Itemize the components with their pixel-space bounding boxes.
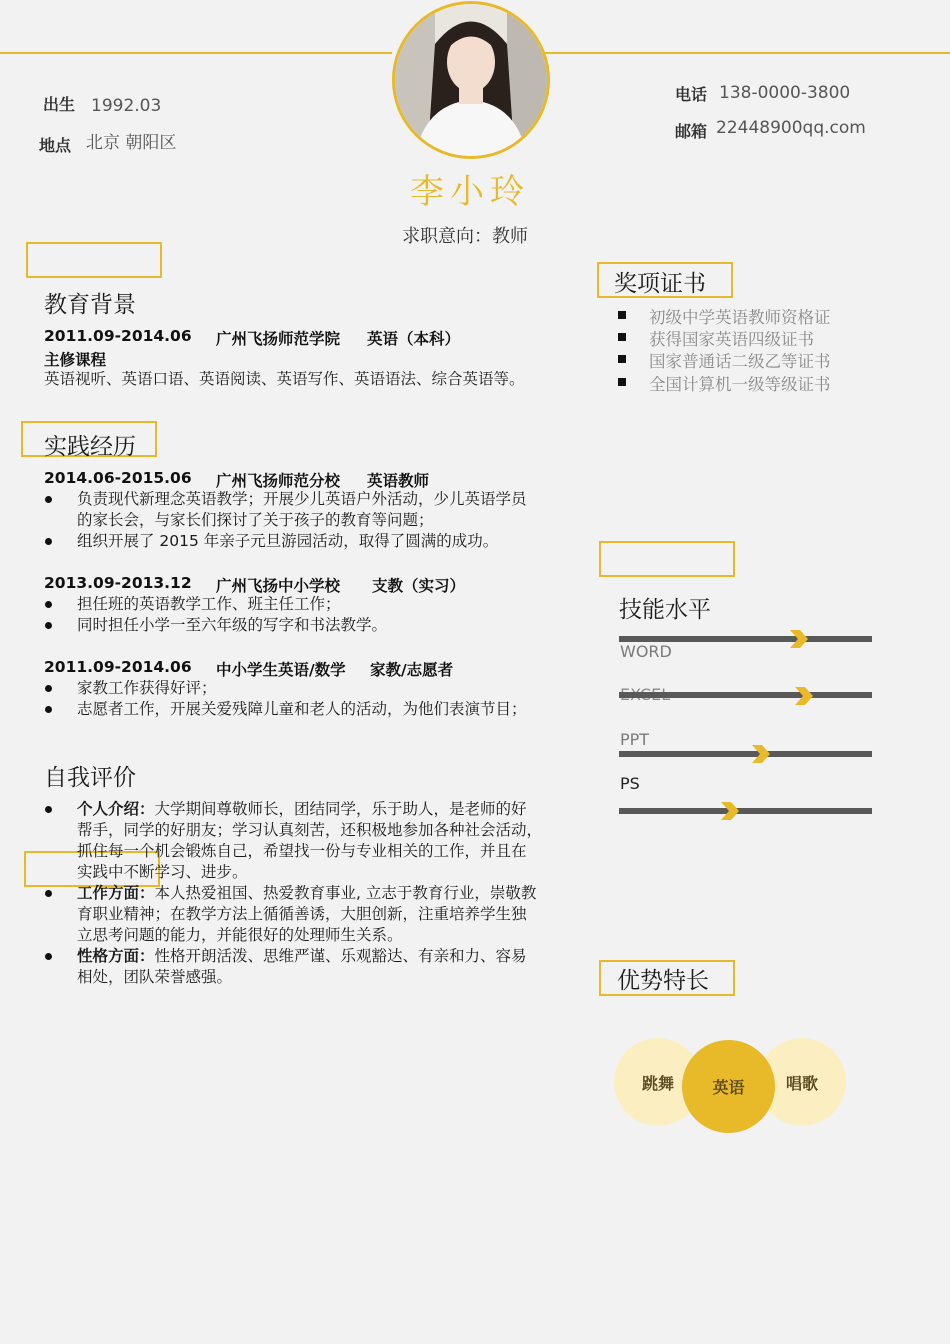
candidate-name: 李小玲 bbox=[410, 172, 530, 212]
self-eval-text: 本人热爱祖国、热爱教育事业, 立志于教育行业，崇敬教 bbox=[154, 884, 537, 902]
skill-bar-ppt bbox=[619, 751, 872, 757]
practice-role: 英语教师 bbox=[367, 472, 430, 490]
self-eval-line: 育职业精神；在教学方法上循循善诱，大胆创新，注重培养学生独 bbox=[77, 905, 527, 923]
place-label: 地点 bbox=[39, 136, 72, 155]
strength-label: 唱歌 bbox=[785, 1073, 818, 1093]
skill-marker-excel bbox=[793, 685, 815, 707]
practice-title: 实践经历 bbox=[44, 434, 136, 460]
bullet bbox=[45, 685, 52, 692]
bullet bbox=[45, 601, 52, 608]
edu-school: 广州飞扬师范学院 bbox=[216, 330, 341, 348]
self-eval-line bbox=[77, 946, 527, 967]
practice-org: 中小学生英语/数学 bbox=[216, 661, 346, 679]
strength-label: 跳舞 bbox=[641, 1073, 674, 1093]
header-line-left bbox=[0, 52, 392, 54]
bullet bbox=[45, 953, 52, 960]
skill-label-ps: PS bbox=[620, 774, 640, 793]
header-line-right bbox=[544, 52, 950, 54]
edu-period: 2011.09-2014.06 bbox=[44, 327, 192, 345]
practice-role: 支教（实习） bbox=[372, 577, 466, 595]
phone-label: 电话 bbox=[675, 85, 708, 104]
practice-bullet: 的家长会，与家长们探讨了关于孩子的教育等问题； bbox=[77, 511, 434, 529]
self-eval-line: 帮手，同学的好朋友；学习认真刻苦，还积极地参加各种社会活动， bbox=[77, 821, 543, 839]
phone-value: 138-0000-3800 bbox=[719, 83, 851, 103]
practice-bullet: 志愿者工作，开展关爱残障儿童和老人的活动，为他们表演节目； bbox=[77, 700, 527, 718]
award-item: 全国计算机一级等级证书 bbox=[649, 375, 831, 394]
award-item: 国家普通话二级乙等证书 bbox=[649, 352, 831, 371]
practice-bullet: 组织开展了 2015 年亲子元旦游园活动，取得了圆满的成功。 bbox=[77, 532, 499, 550]
bullet bbox=[45, 890, 52, 897]
skill-marker-ps bbox=[719, 800, 741, 822]
practice-period: 2011.09-2014.06 bbox=[44, 658, 192, 676]
job-intent-label: 求职意向： bbox=[402, 226, 492, 247]
practice-period: 2014.06-2015.06 bbox=[44, 469, 192, 487]
self-eval-line: 抓住每一个机会锻炼自己，希望找一份与专业相关的工作，并且在 bbox=[77, 842, 527, 860]
self-eval-text: 性格开朗活泼、思维严谨、乐观豁达、有亲和力、容易 bbox=[154, 947, 527, 965]
skill-marker-ppt bbox=[750, 743, 772, 765]
skill-marker-word bbox=[788, 628, 810, 650]
skill-label-word: WORD bbox=[620, 642, 672, 661]
job-intent bbox=[402, 222, 528, 248]
edu-courses-label: 主修课程 bbox=[44, 351, 107, 369]
email-value: 22448900qq.com bbox=[716, 118, 866, 138]
self-eval-label: 性格方面： bbox=[77, 947, 155, 965]
practice-bullet: 同时担任小学一至六年级的写字和书法教学。 bbox=[77, 616, 388, 634]
deco-box-1 bbox=[26, 242, 162, 278]
practice-bullet: 家教工作获得好评； bbox=[77, 679, 217, 697]
practice-bullet: 担任班的英语教学工作、班主任工作； bbox=[77, 595, 341, 613]
self-eval-line: 实践中不断学习、进步。 bbox=[77, 863, 248, 881]
skill-bar-ps bbox=[619, 808, 872, 814]
square-bullet bbox=[618, 355, 626, 363]
self-eval-line bbox=[77, 799, 527, 820]
practice-bullet: 负责现代新理念英语教学；开展少儿英语户外活动，少儿英语学员 bbox=[77, 490, 527, 508]
bullet bbox=[45, 538, 52, 545]
skill-bar-excel bbox=[619, 692, 872, 698]
square-bullet bbox=[618, 311, 626, 319]
award-item: 获得国家英语四级证书 bbox=[649, 330, 814, 349]
strength-circle-english bbox=[682, 1040, 775, 1133]
job-intent-value: 教师 bbox=[492, 226, 528, 247]
practice-org: 广州飞扬师范分校 bbox=[216, 472, 341, 490]
self-eval-title: 自我评价 bbox=[44, 765, 136, 791]
bullet bbox=[45, 622, 52, 629]
practice-role: 家教/志愿者 bbox=[370, 661, 454, 679]
self-eval-label: 工作方面： bbox=[77, 884, 155, 902]
education-title: 教育背景 bbox=[44, 292, 136, 318]
skills-title: 技能水平 bbox=[619, 597, 711, 623]
bullet bbox=[45, 496, 52, 503]
bullet bbox=[45, 806, 52, 813]
skill-label-ppt: PPT bbox=[620, 730, 650, 749]
self-eval-text: 大学期间尊敬师长，团结同学，乐于助人，是老师的好 bbox=[154, 800, 527, 818]
birth-value: 1992.03 bbox=[91, 96, 162, 116]
self-eval-line: 立思考问题的能力，并能很好的处理师生关系。 bbox=[77, 926, 403, 944]
place-value: 北京 朝阳区 bbox=[86, 133, 177, 153]
award-item: 初级中学英语教师资格证 bbox=[649, 308, 831, 327]
profile-photo bbox=[392, 1, 550, 159]
bullet bbox=[45, 706, 52, 713]
deco-box-skills bbox=[599, 541, 735, 577]
strengths-title: 优势特长 bbox=[617, 968, 709, 994]
awards-title: 奖项证书 bbox=[614, 271, 706, 297]
self-eval-line bbox=[77, 883, 536, 904]
edu-courses: 英语视听、英语口语、英语阅读、英语写作、英语语法、综合英语等。 bbox=[44, 370, 525, 388]
square-bullet bbox=[618, 378, 626, 386]
practice-period: 2013.09-2013.12 bbox=[44, 574, 192, 592]
self-eval-label: 个人介绍： bbox=[77, 800, 155, 818]
edu-major: 英语（本科） bbox=[367, 330, 461, 348]
self-eval-line: 相处，团队荣誉感强。 bbox=[77, 968, 233, 986]
strength-label: 英语 bbox=[712, 1078, 745, 1097]
birth-label: 出生 bbox=[43, 95, 76, 114]
practice-org: 广州飞扬中小学校 bbox=[216, 577, 341, 595]
square-bullet bbox=[618, 333, 626, 341]
email-label: 邮箱 bbox=[675, 122, 708, 141]
